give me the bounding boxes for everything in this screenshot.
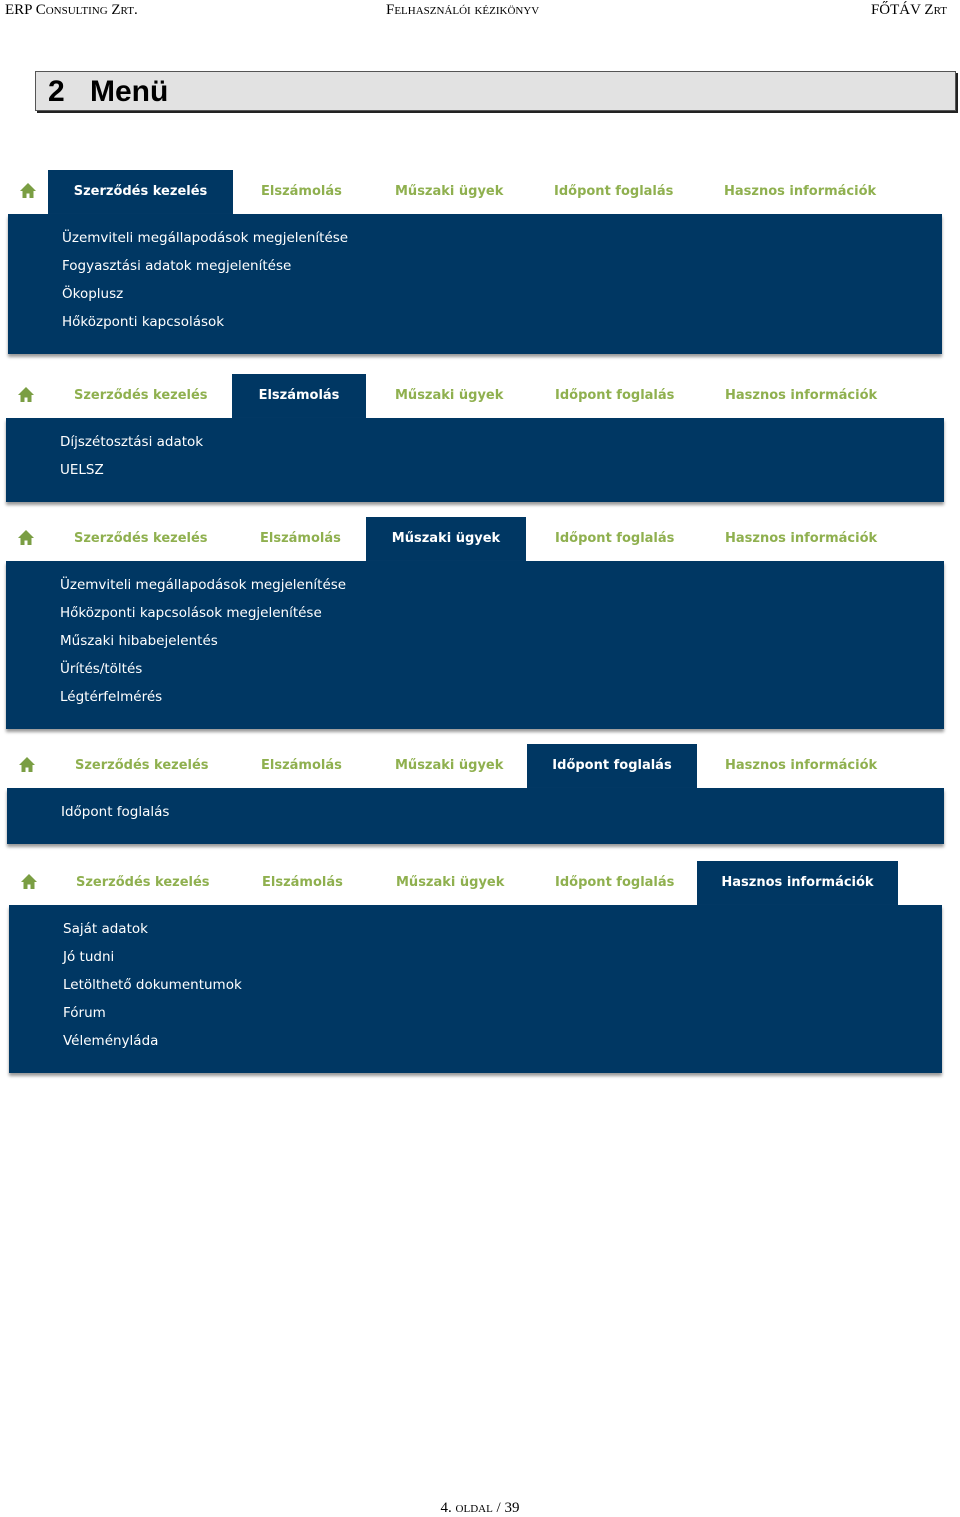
page-number: 4. oldal / 39 <box>440 1500 520 1516</box>
submenu-item[interactable]: UELSZ <box>60 462 104 478</box>
tab-useful-info[interactable]: Hasznos információk <box>725 531 878 546</box>
menu-screenshot-billing <box>0 374 960 502</box>
submenu-item[interactable]: Műszaki hibabejelentés <box>60 633 218 649</box>
home-icon[interactable] <box>19 182 37 200</box>
section-number: 2 <box>48 75 65 108</box>
submenu-item[interactable]: Hőközponti kapcsolások megjelenítése <box>60 605 322 621</box>
submenu-panel <box>9 905 942 1073</box>
submenu-item[interactable]: Jó tudni <box>63 949 115 965</box>
menu-screenshot-technical <box>0 517 960 729</box>
tab-technical[interactable]: Műszaki ügyek <box>395 184 504 199</box>
home-icon[interactable] <box>20 873 38 891</box>
submenu-item[interactable]: Üzemviteli megállapodások megjelenítése <box>60 577 347 593</box>
submenu-item[interactable]: Ökoplusz <box>62 286 124 302</box>
tab-technical[interactable]: Műszaki ügyek <box>395 388 504 403</box>
tab-contract[interactable]: Szerződés kezelés <box>48 170 233 214</box>
tab-appointment[interactable]: Időpont foglalás <box>554 184 674 199</box>
menu-screenshot-appointment <box>0 744 960 844</box>
menu-screenshot-useful-info <box>0 861 960 1073</box>
tab-bar <box>0 861 960 905</box>
tab-contract[interactable]: Szerződés kezelés <box>74 388 208 403</box>
tab-technical[interactable]: Műszaki ügyek <box>395 758 504 773</box>
submenu-item[interactable]: Fogyasztási adatok megjelenítése <box>62 258 292 274</box>
home-icon[interactable] <box>17 386 35 404</box>
tab-bar <box>0 374 960 418</box>
tab-appointment[interactable]: Időpont foglalás <box>527 744 697 788</box>
submenu-panel <box>6 561 944 729</box>
submenu-item[interactable]: Légtérfelmérés <box>60 689 163 705</box>
tab-billing[interactable]: Elszámolás <box>232 374 366 418</box>
submenu-item[interactable]: Díjszétosztási adatok <box>60 434 204 450</box>
section-title-text: Menü <box>90 75 169 108</box>
header-client: FŐTÁV Zrt <box>870 2 947 18</box>
submenu-item[interactable]: Fórum <box>63 1005 106 1021</box>
tab-appointment[interactable]: Időpont foglalás <box>555 388 675 403</box>
tab-useful-info[interactable]: Hasznos információk <box>725 758 878 773</box>
tab-useful-info[interactable]: Hasznos információk <box>697 861 898 905</box>
tab-appointment[interactable]: Időpont foglalás <box>555 531 675 546</box>
submenu-item[interactable]: Saját adatok <box>63 921 148 937</box>
tab-bar <box>0 744 960 788</box>
tab-useful-info[interactable]: Hasznos információk <box>724 184 877 199</box>
tab-technical[interactable]: Műszaki ügyek <box>366 517 526 561</box>
tab-billing[interactable]: Elszámolás <box>260 531 341 546</box>
tab-appointment[interactable]: Időpont foglalás <box>555 875 675 890</box>
tab-contract[interactable]: Szerződés kezelés <box>76 875 210 890</box>
header-doc-title: Felhasználói kézikönyv <box>386 2 540 18</box>
submenu-panel <box>6 418 944 502</box>
home-icon[interactable] <box>18 756 36 774</box>
submenu-panel <box>7 788 944 844</box>
submenu-item[interactable]: Üzemviteli megállapodások megjelenítése <box>62 230 349 246</box>
section-heading <box>35 71 956 111</box>
tab-billing[interactable]: Elszámolás <box>262 875 343 890</box>
tab-contract[interactable]: Szerződés kezelés <box>74 531 208 546</box>
submenu-item[interactable]: Véleményláda <box>63 1033 159 1049</box>
tab-billing[interactable]: Elszámolás <box>261 184 342 199</box>
submenu-panel <box>8 214 942 354</box>
submenu-item[interactable]: Hőközponti kapcsolások <box>62 314 225 330</box>
submenu-item[interactable]: Időpont foglalás <box>61 804 170 820</box>
submenu-item[interactable]: Letölthető dokumentumok <box>63 977 242 993</box>
tab-technical[interactable]: Műszaki ügyek <box>396 875 505 890</box>
tab-bar <box>0 517 960 561</box>
tab-bar <box>0 170 960 214</box>
tab-contract[interactable]: Szerződés kezelés <box>75 758 209 773</box>
home-icon[interactable] <box>17 529 35 547</box>
tab-useful-info[interactable]: Hasznos információk <box>725 388 878 403</box>
tab-billing[interactable]: Elszámolás <box>261 758 342 773</box>
menu-screenshot-contract <box>0 170 960 354</box>
header-company: ERP Consulting Zrt. <box>5 2 138 18</box>
submenu-item[interactable]: Ürítés/töltés <box>60 661 143 677</box>
